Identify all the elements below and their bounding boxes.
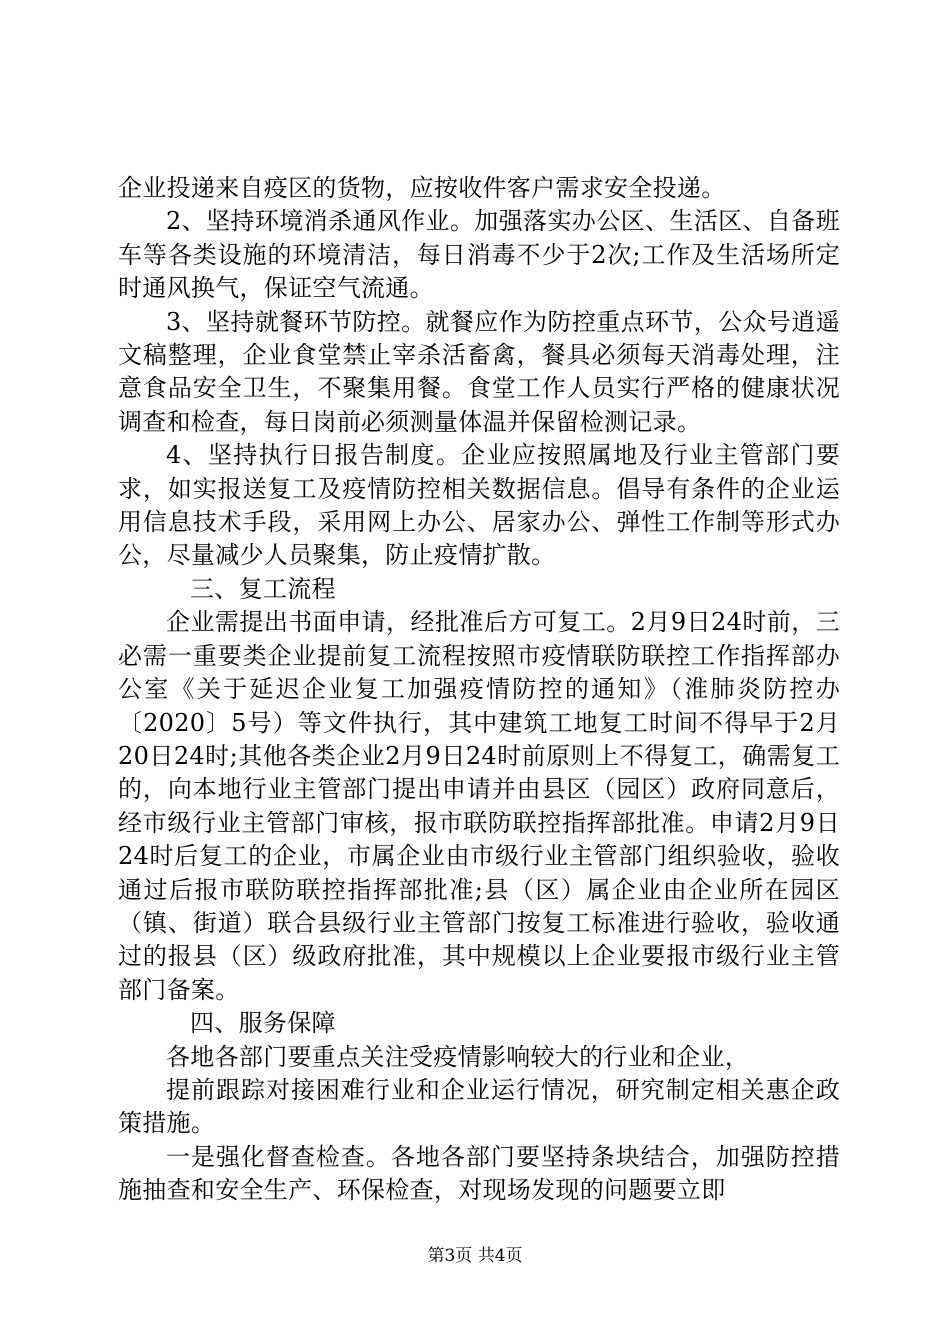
paragraph-item-4: 4、坚持执行日报告制度。企业应按照属地及行业主管部门要求，如实报送复工及疫情防控相关数据信息。倡导有条件的企业运用信息技术手段，采用网上办公、居家办公、弹性工作制等形式办公，尽量减少人员聚集，防止疫情扩散。 [118, 441, 840, 570]
document-body [118, 172, 840, 1208]
section-heading-3: 三、复工流程 [190, 574, 336, 603]
section-heading-4: 四、服务保障 [190, 1009, 336, 1038]
paragraph-continuation: 企业投递来自疫区的货物，应按收件客户需求安全投递。 [118, 174, 726, 202]
page-footer: 第3页 共4页 [427, 1246, 523, 1266]
paragraph-supervision: 一是强化督查检查。各地各部门要坚持条块结合，加强防控措施抽查和安全生产、环保检查，对现场发现的问题要立即 [118, 1142, 840, 1205]
paragraph-service-detail: 提前跟踪对接困难行业和企业运行情况，研究制定相关惠企政策措施。 [118, 1075, 840, 1138]
paragraph-service-intro: 各地各部门要重点关注受疫情影响较大的行业和企业， [166, 1042, 750, 1071]
paragraph-item-3: 3、坚持就餐环节防控。就餐应作为防控重点环节，公众号逍遥文稿整理，企业食堂禁止宰杀活畜禽，餐具必须每天消毒处理，注意食品安全卫生，不聚集用餐。食堂工作人员实行严格的健康状况调查和检查，每日岗前必须测量体温并保留检测记录。 [118, 307, 840, 436]
paragraph-item-2: 2、坚持环境消杀通风作业。加强落实办公区、生活区、自备班车等各类设施的环境清洁，每日消毒不少于2次;工作及生活场所定时通风换气，保证空气流通。 [118, 207, 840, 303]
paragraph-resume-process: 企业需提出书面申请，经批准后方可复工。2月9日24时前，三必需一重要类企业提前复工流程按照市疫情联防联控工作指挥部办公室《关于延迟企业复工加强疫情防控的通知》（淮肺炎防控办〔2020〕5号）等文件执行，其中建筑工地复工时间不得早于2月20日24时;其他各类企业2月9日24时前原则上不得复工，确需复工的，向本地行业主管部门提出申请并由县区（园区）政府同意后，经市级行业主管部门审核，报市联防联控指挥部批准。申请2月9日24时后复工的企业，市属企业由市级行业主管部门组织验收，验收通过后报市联防联控指挥部批准;县（区）属企业由企业所在园区（镇、街道）联合县级行业主管部门按复工标准进行验收，验收通过的报县（区）级政府批准，其中规模以上企业要报市级行业主管部门备案。 [118, 608, 840, 1004]
